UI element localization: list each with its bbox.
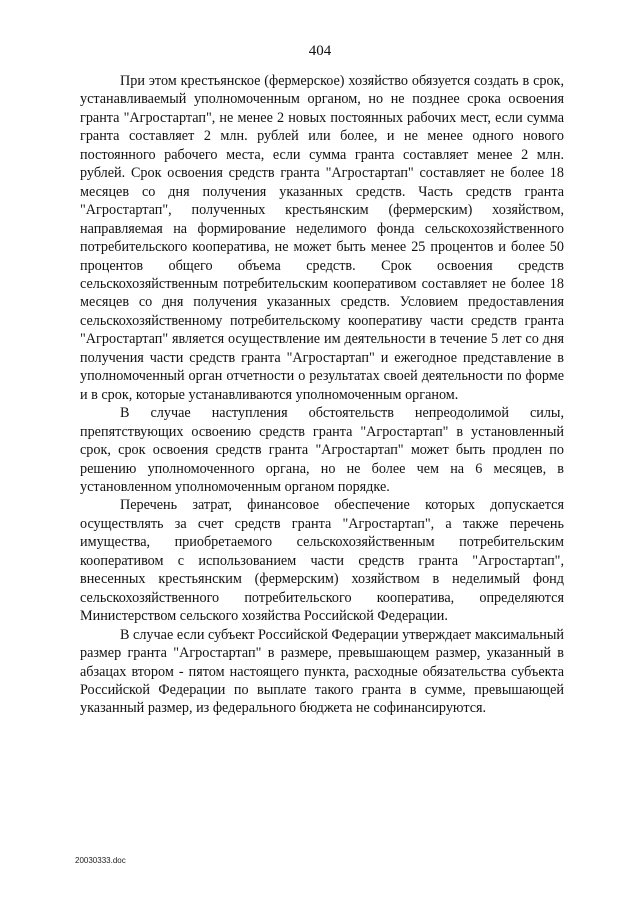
paragraph: В случае если субъект Российской Федерации утверждает максимальный размер гранта "Агростартап" в размере, превышающем размер, указанный в абзацах втором - пятом настоящего пункта, расходные обязательства субъекта Российской Федерации по выплате такого гранта в сумме, превышающей указанный размер, из федерального бюджета не софинансируются. [80,626,564,717]
page-number: 404 [308,43,332,59]
document-body [80,72,564,718]
paragraph: При этом крестьянское (фермерское) хозяйство обязуется создать в срок, устанавливаемый уполномоченным органом, но не позднее срока освоения гранта "Агростартап", не менее 2 новых постоянных рабочих мест, если сумма гранта составляет 2 млн. рублей или более, и не менее одного нового постоянного рабочего места, если сумма гранта составляет менее 2 млн. рублей. Срок освоения средств гранта "Агростартап" составляет не более 18 месяцев со дня получения указанных средств. Часть средств гранта "Агростартап", полученных крестьянским (фермерским) хозяйством, направляемая на формирование неделимого фонда сельскохозяйственного потребительского кооператива, не может быть менее 25 процентов и более 50 процентов общего объема средств. Срок освоения средств сельскохозяйственным потребительским кооперативом составляет не более 18 месяцев со дня получения указанных средств. Условием предоставления сельскохозяйственному потребительскому кооперативу части средств гранта "Агростартап" является осуществление им деятельности в течение 5 лет со дня получения части средств гранта "Агростартап" и ежегодное представление в уполномоченный орган отчетности о результатах своей деятельности по форме и в срок, которые устанавливаются уполномоченным органом. [80,73,564,403]
footer-filename: 20030333.doc [75,856,126,865]
paragraph: В случае наступления обстоятельств непреодолимой силы, препятствующих освоению средств гранта "Агростартап" в установленный срок, срок освоения средств гранта "Агростартап" может быть продлен по решению уполномоченного органа, но не более чем на 6 месяцев, в установленном уполномоченным органом порядке. [80,405,564,495]
paragraph: Перечень затрат, финансовое обеспечение которых допускается осуществлять за счет средств гранта "Агростартап", а также перечень имущества, приобретаемого сельскохозяйственным потребительским кооперативом с использованием части средств гранта "Агростартап", внесенных крестьянским (фермерским) хозяйством в неделимый фонд сельскохозяйственного потребительского кооператива, определяются Министерством сельского хозяйства Российской Федерации. [80,497,564,625]
